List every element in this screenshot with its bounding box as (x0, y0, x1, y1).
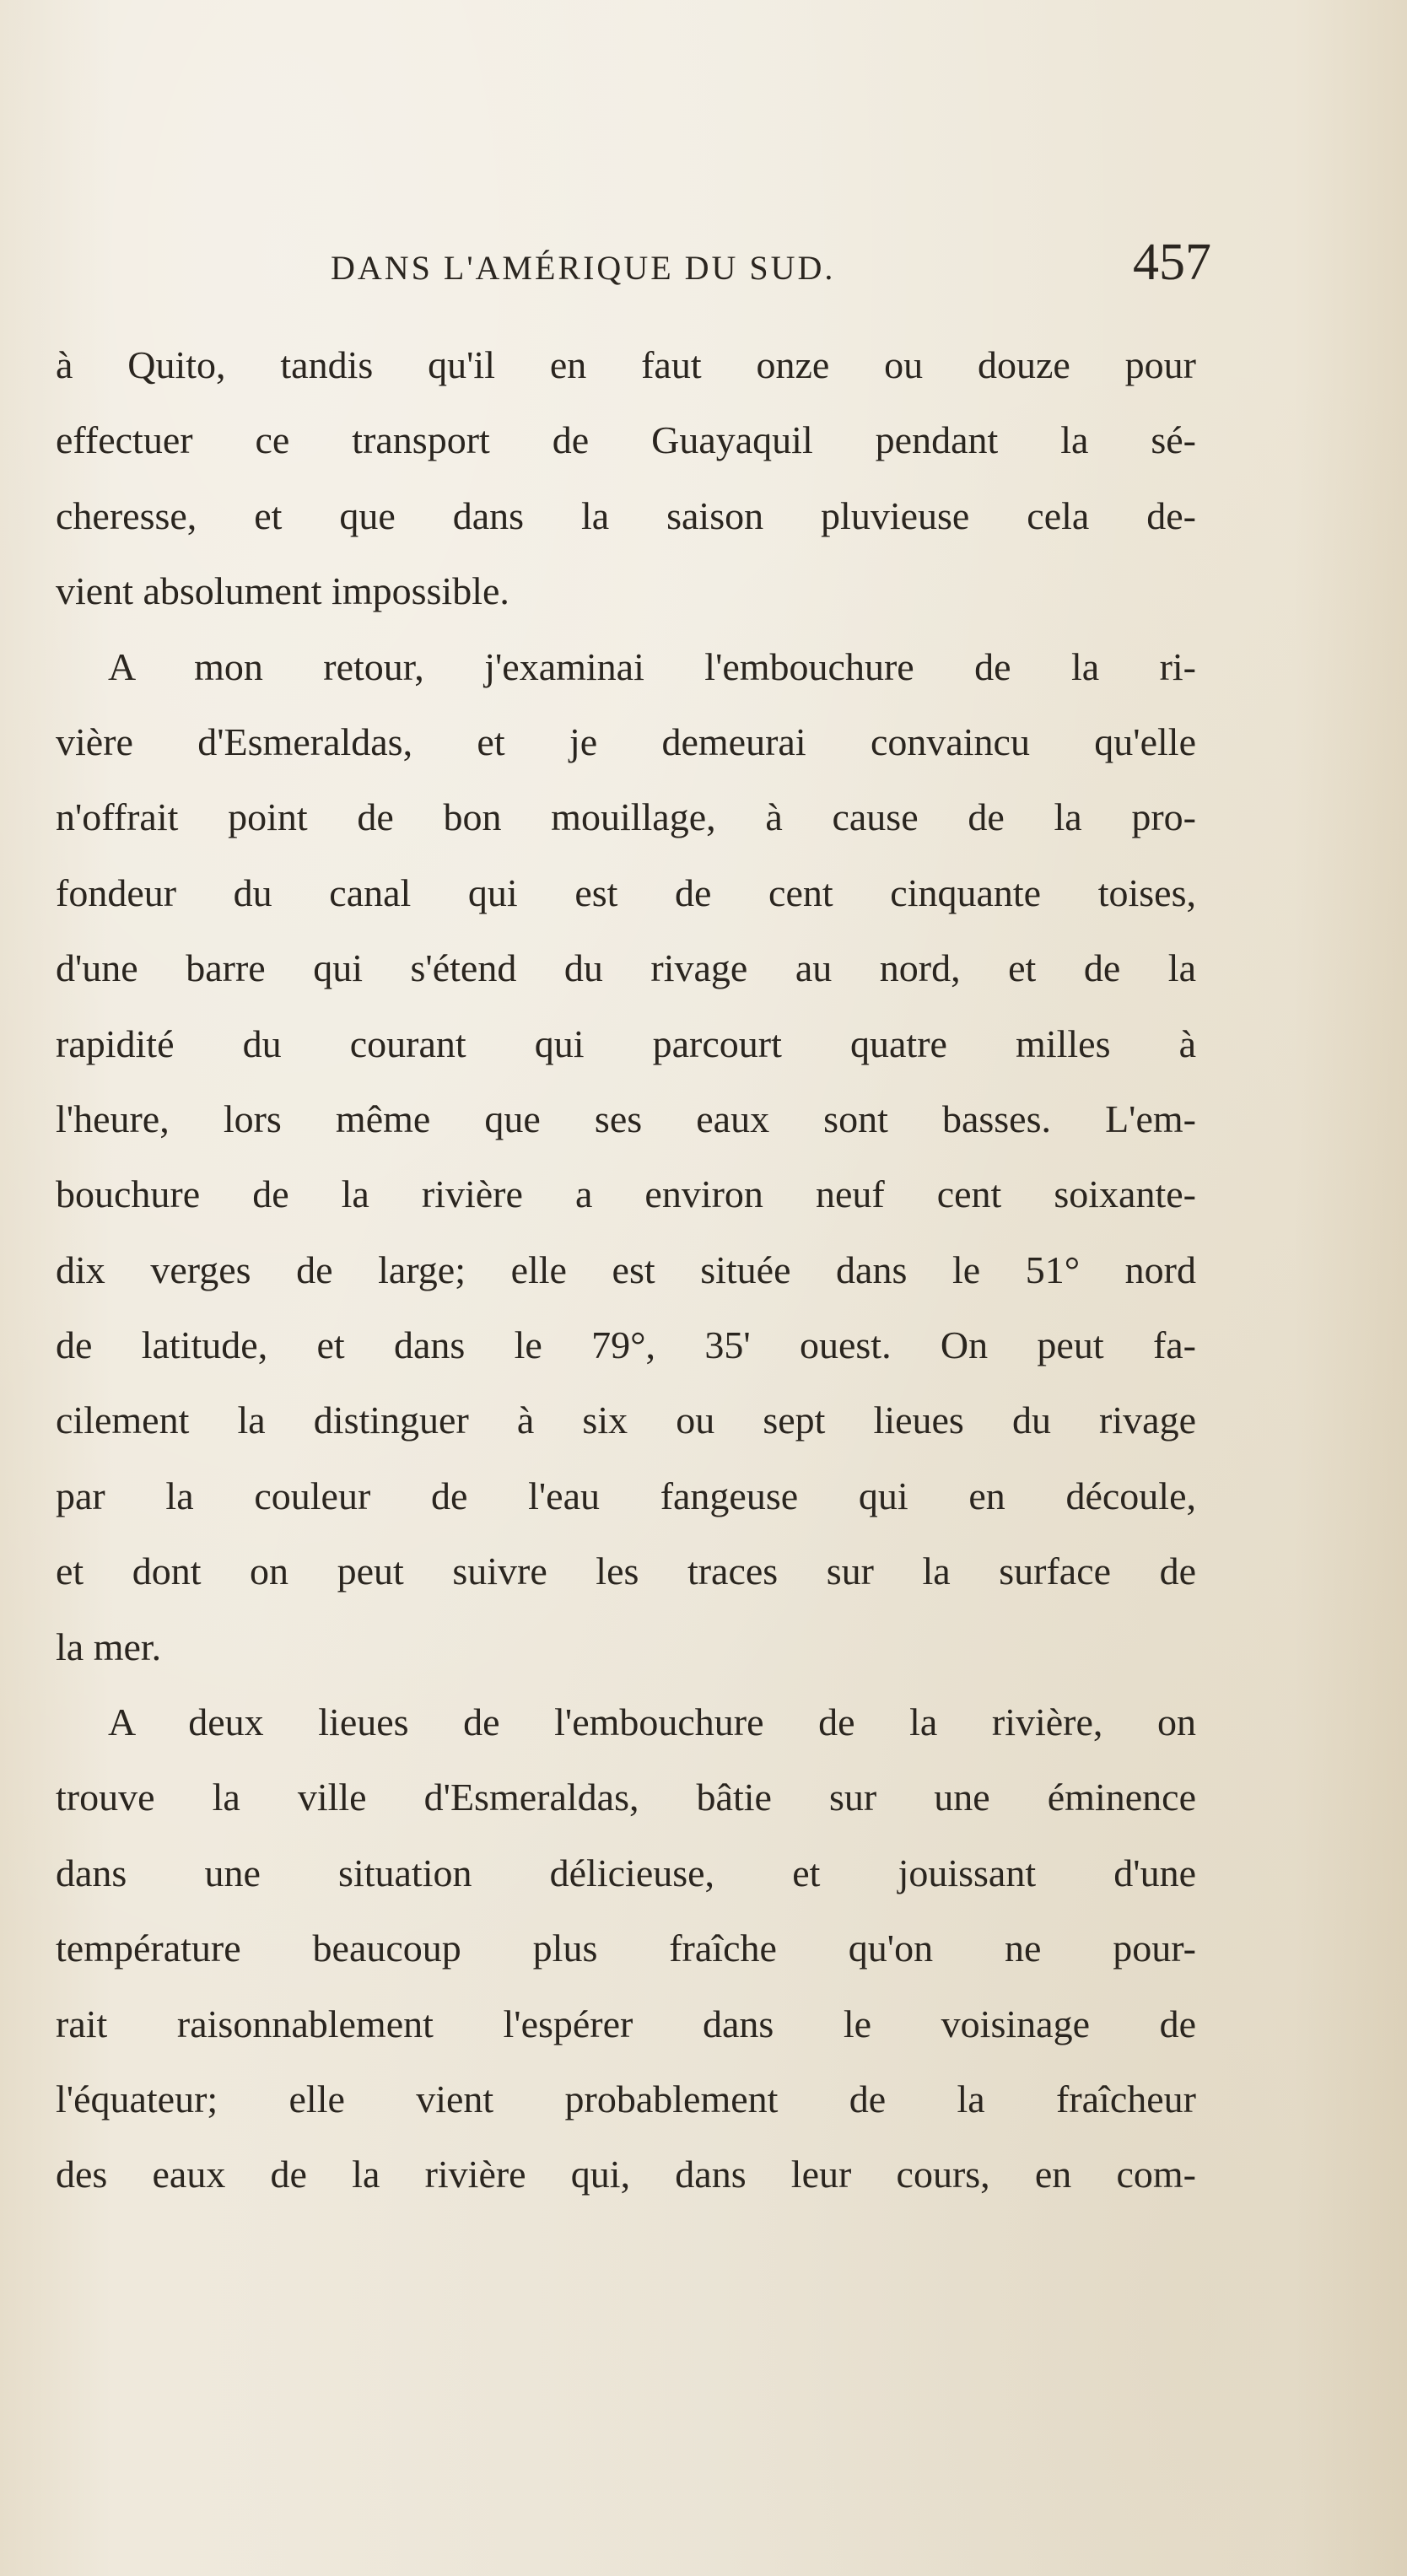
text-line: vient absolument impossible. (56, 569, 509, 613)
text-line: vière d'Esmeraldas, et je demeurai convaincu qu'elle (56, 719, 1196, 763)
text-line: effectuer ce transport de Guayaquil pendant la sé- (56, 418, 1196, 462)
paragraph (56, 1684, 1196, 2212)
text-line: A deux lieues de l'embouchure de la rivière, on (108, 1700, 1196, 1744)
text-line: la mer. (56, 1625, 162, 1668)
text-line: température beaucoup plus fraîche qu'on ne pour- (56, 1927, 1196, 1970)
text-line: bouchure de la rivière a environ neuf cent soixante- (56, 1172, 1196, 1216)
text-line: de latitude, et dans le 79°, 35' ouest. On peut fa- (56, 1323, 1196, 1367)
page-number: 457 (1133, 234, 1211, 291)
text-line: rait raisonnablement l'espérer dans le voisinage de (56, 2002, 1196, 2045)
text-line: par la couleur de l'eau fangeuse qui en découle, (56, 1474, 1196, 1517)
text-line: l'heure, lors même que ses eaux sont basses. L'em- (56, 1097, 1196, 1140)
text-line: trouve la ville d'Esmeraldas, bâtie sur une éminence (56, 1776, 1196, 1819)
text-line: dans une situation délicieuse, et jouissant d'une (56, 1851, 1196, 1894)
text-line: n'offrait point de bon mouillage, à cause de la pro- (56, 795, 1196, 839)
text-line: l'équateur; elle vient probablement de la fraîcheur (56, 2077, 1196, 2121)
paragraph (56, 629, 1196, 1684)
text-line: à Quito, tandis qu'il en faut onze ou douze pour (56, 343, 1196, 386)
running-head: DANS L'AMÉRIQUE DU SUD. (331, 249, 836, 287)
text-line: rapidité du courant qui parcourt quatre milles à (56, 1021, 1196, 1065)
text-line: fondeur du canal qui est de cent cinquante toises, (56, 870, 1196, 914)
text-line: A mon retour, j'examinai l'embouchure de la ri- (108, 644, 1196, 688)
text-line: cheresse, et que dans la saison pluvieuse cela de- (56, 493, 1196, 537)
text-line: dix verges de large; elle est située dans le 51° nord (56, 1248, 1196, 1291)
body-text (56, 327, 1196, 2212)
text-line: cilement la distinguer à six ou sept lieues du rivage (56, 1398, 1196, 1442)
text-line: d'une barre qui s'étend du rivage au nord, et de la (56, 946, 1196, 990)
paragraph (56, 327, 1196, 629)
page-header (56, 234, 1211, 304)
text-line: des eaux de la rivière qui, dans leur cours, en com- (56, 2153, 1196, 2196)
text-line: et dont on peut suivre les traces sur la surface de (56, 1549, 1196, 1593)
